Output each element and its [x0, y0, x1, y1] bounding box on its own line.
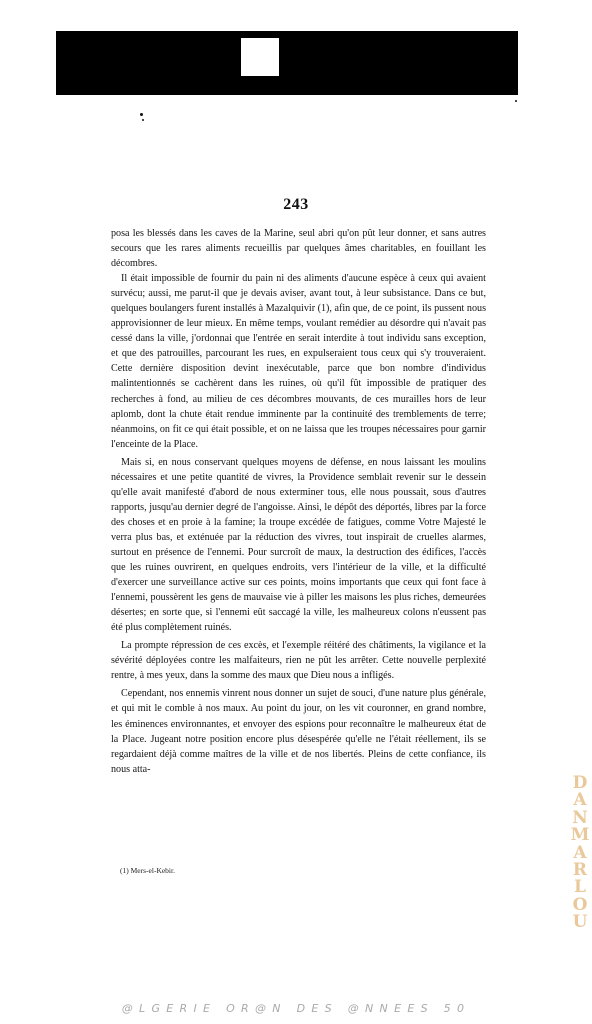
footnote: (1) Mers-el-Kebir. [120, 866, 175, 875]
watermark-letter: N [572, 807, 588, 828]
watermark-letter: R [572, 860, 588, 881]
paragraph: Cependant, nos ennemis vinrent nous donner un sujet de souci, d'une nature plus générale, et qui mit le comble à nos maux. Au point du jour, on les vit couronner, en grand nombre, les éminences environnantes, et envoyer des espions pour reconnaître le malheureux état de la Place. Jugeant notre position encore plus désespérée qu'elle ne l'était réellement, ils se regardaient déjà comme maîtres de la ville et de nos libertés. Pleins de cette confiance, ils nous atta- [111, 688, 486, 775]
paragraph: Il était impossible de fournir du pain ni des aliments d'aucune espèce à ceux qui avaient survécu; aussi, me parut-il que je devais aviser, avant tout, à leur subsistance. Dans ce but, quelques boulangers furent installés à Mazalquivir (1), afin que, de ce point, ils pussent nous approvisionner de leur mieux. En même temps, voulant remédier au désordre qui n'avait pas cessé dans la ville, j'ordonnai que l'entrée en serait interdite à tout individu sans exception, et que des patrouilles, parcourant les rues, en expulseraient tous ceux qui s'y trouveraient. Cette dernière disposition devint inexécutable, parce que bon nombre d'individus malintentionnés se cachèrent dans les ruines, où qu'il fût impossible de pratiquer des recherches à fond, au milieu de ces décombres mouvants, de ces murailles hors de leur aplomb, dont la chute était rendue imminente par la continuité des tremblements de terre; néanmoins, on fit ce qui était possible, et on ne laissa que les troupes nécessaires pour garnir l'enceinte de la Place. [111, 273, 486, 450]
ink-speck [142, 119, 144, 121]
ink-speck [140, 113, 143, 116]
paragraph: Mais si, en nous conservant quelques moyens de défense, en nous laissant les moulins nécessaires et une petite quantité de vivres, la Providence semblait revenir sur le dessein qu'elle avait manifesté d'abord de nous exterminer tous, elle nous poussait, sous d'autres rapports, jusqu'au dernier degré de l'angoisse. Ainsi, le dépôt des déportés, libres par la force des choses et en proie à la famine; la troupe excédée de fatigues, comme Votre Majesté le verra plus bas, et exténuée par la réduction des vivres, tout inspirait de cruelles alarmes, surtout en présence de l'ennemi. Pour surcroît de maux, la destruction des édifices, l'accès que les ruines ouvrirent, en quelques endroits, vers l'intérieur de la ville, et la difficulté d'exercer une surveillance active sur ces points, moins importants que ceux qui font face à l'ennemi, poussèrent les gens de mauvaise vie à piller les maisons les plus riches, demeurées désertes; en sorte que, si l'ennemi eût saccagé la ville, les malheureux colons n'eussent pas été plus complètement ruinés. [111, 456, 486, 634]
watermark-letter: A [573, 790, 587, 811]
watermark-letter: M [570, 825, 590, 846]
footer-watermark: @LGERIE OR@N DES @NNEES 50 [121, 1002, 471, 1015]
page-number: 243 [283, 196, 309, 213]
side-watermark [568, 775, 592, 985]
watermark-letter: A [573, 842, 587, 863]
watermark-letter: U [572, 912, 588, 933]
paragraph: posa les blessés dans les caves de la Marine, seul abri qu'on pût leur donner, et sans autres secours que les rares aliments recueillis par quelques âmes charitables, en fouillant les décombres. [111, 228, 486, 270]
body-text [111, 226, 486, 777]
watermark-letter: L [574, 877, 586, 898]
redaction-band [56, 31, 518, 95]
ink-speck [515, 100, 517, 102]
paragraph: La prompte répression de ces excès, et l'exemple réitéré des châtiments, la vigilance et la sévérité déployées contre les malfaiteurs, rien ne pût les arrêter. Cette nouvelle perplexité rentre, à mes yeux, dans la somme des maux que Dieu nous a infligés. [111, 640, 486, 682]
watermark-letter: D [572, 773, 588, 793]
watermark-letter: O [572, 894, 588, 915]
blank-square [241, 38, 279, 76]
